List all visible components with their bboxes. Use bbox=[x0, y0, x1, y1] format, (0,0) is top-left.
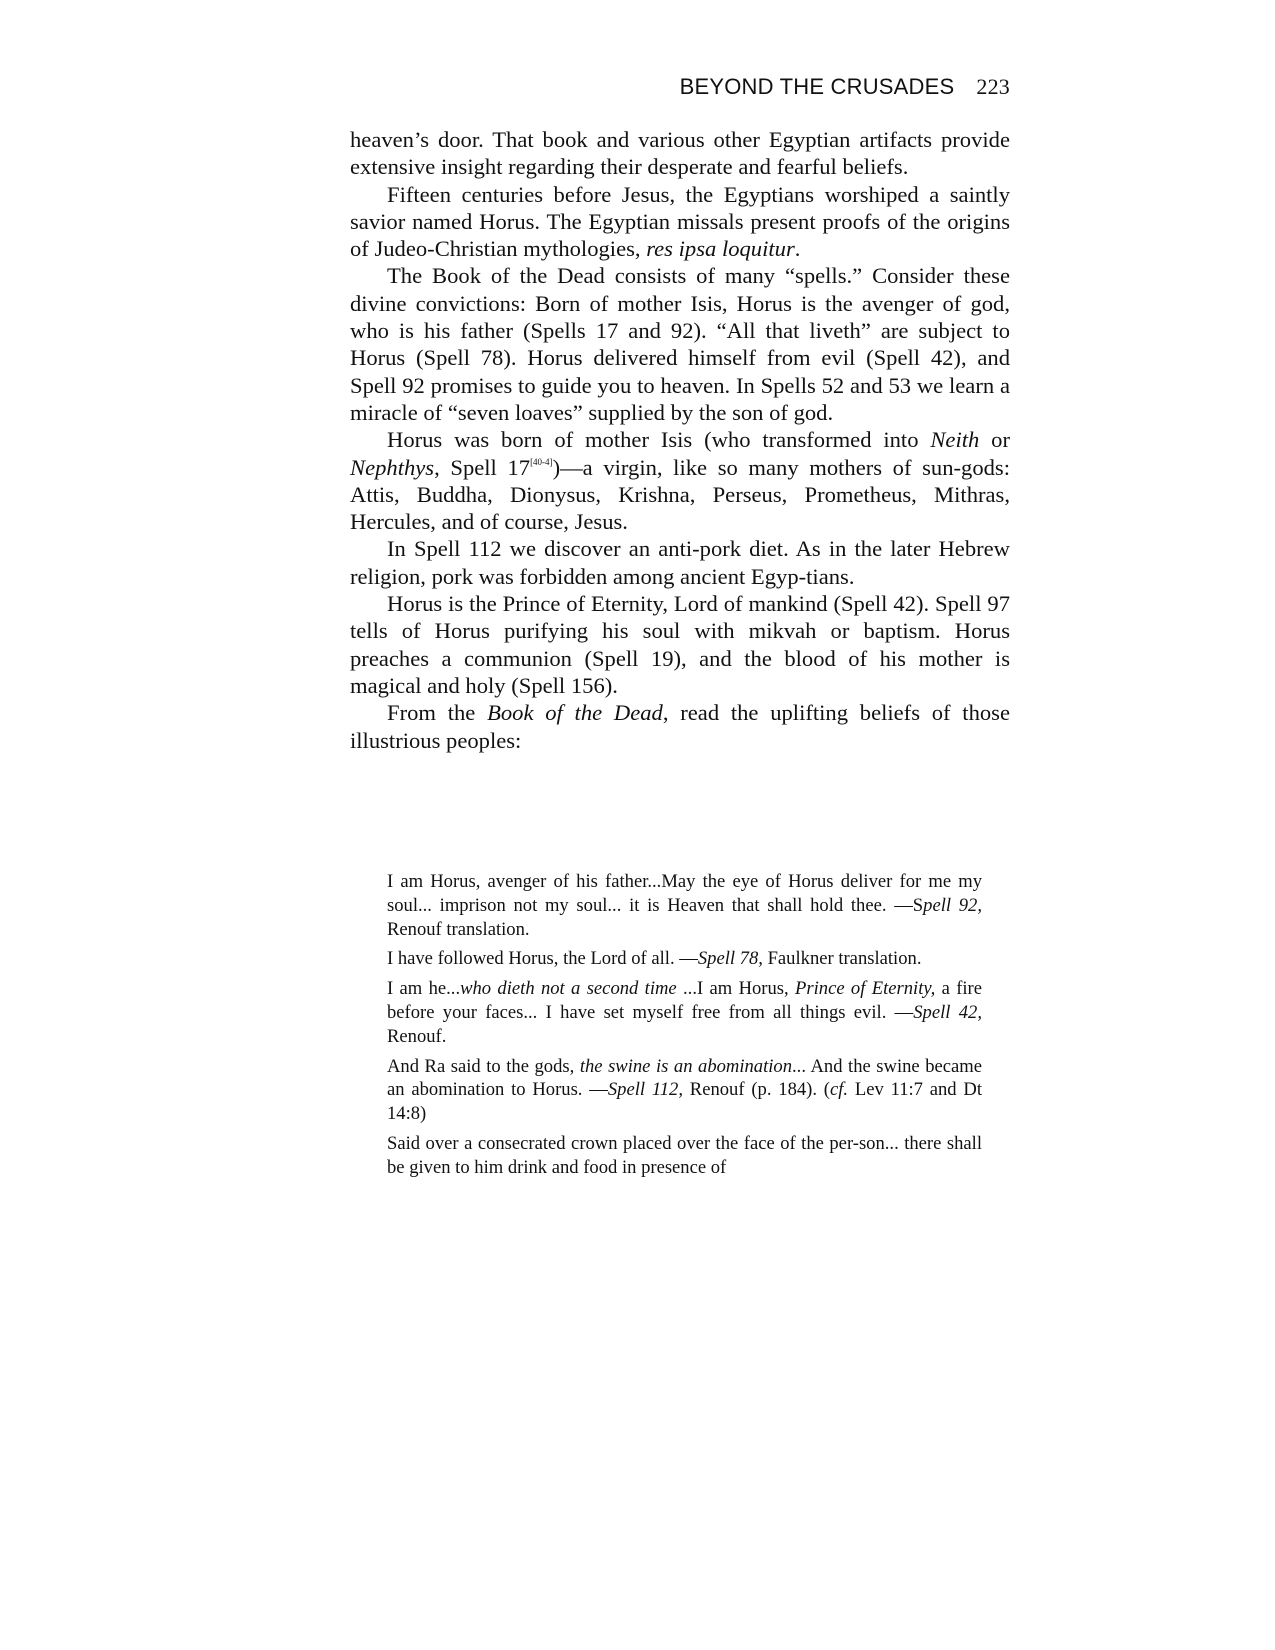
paragraph-text: Horus was born of mother Isis (who transformed into bbox=[387, 427, 931, 453]
block-quote-spell-112 bbox=[387, 1055, 982, 1126]
block-quote-spell-92 bbox=[387, 870, 982, 941]
quote-text: ...I am Horus, bbox=[676, 978, 796, 1000]
quote-text: Renouf (p. 184). ( bbox=[683, 1079, 830, 1101]
page-number: 223 bbox=[976, 74, 1010, 99]
paragraph-text: From the bbox=[387, 700, 488, 726]
quote-source: Spell 112, bbox=[607, 1079, 683, 1101]
book-title: Book of the Dead bbox=[487, 700, 663, 726]
block-quote-spell-42 bbox=[387, 977, 982, 1048]
latin-phrase: res ipsa loquitur bbox=[646, 236, 795, 262]
quote-text: And Ra said to the gods, bbox=[387, 1055, 580, 1077]
quote-italic: the swine is an abomination bbox=[579, 1055, 793, 1077]
running-title: BEYOND THE CRUSADES bbox=[679, 74, 955, 99]
quote-text: Said over a consecrated crown placed over the face of the per-son... there shall be given to him drink and food in presence of bbox=[387, 1132, 982, 1178]
quote-text: Faulkner translation. bbox=[762, 948, 922, 970]
italic-name: Neith bbox=[930, 427, 980, 453]
quote-source: Spell 78, bbox=[697, 948, 763, 970]
paragraph-spells bbox=[350, 262, 1010, 426]
quote-text: I am Horus, avenger of his father...May the eye of Horus deliver for me my soul... imprison not my soul... it is Heaven that shall hold thee. —S bbox=[387, 871, 982, 916]
paragraph-text: , read the uplifting beliefs of those illustrious peoples: bbox=[350, 700, 1010, 753]
paragraph-text: In Spell 112 we discover an anti-pork diet. As in the later Hebrew religion, pork was forbidden among ancient Egyp-tians. bbox=[350, 536, 1010, 589]
paragraph-text: or bbox=[979, 427, 1010, 453]
quote-source: pell 92, bbox=[923, 894, 982, 916]
paragraph-text: Fifteen centuries before Jesus, the Egyptians worshiped a saintly savior named Horus. The Egyptian missals present proofs of the origins of Judeo-Christian mythologies, bbox=[350, 181, 1010, 262]
italic-name: Nephthys bbox=[350, 454, 435, 480]
paragraph-quote-intro bbox=[350, 699, 1010, 754]
quote-text: ... And the swine became an abomination to Horus. — bbox=[387, 1055, 982, 1101]
paragraph-horus-savior bbox=[350, 181, 1010, 263]
quote-source: Spell 42, bbox=[913, 1001, 982, 1023]
block-quotes bbox=[387, 870, 982, 1186]
block-quote-spell-78 bbox=[387, 947, 982, 971]
quote-text: Renouf translation. bbox=[387, 918, 530, 940]
paragraph-text: )—a virgin, like so many mothers of sun-gods: Attis, Buddha, Dionysus, Krishna, Perseus, Prometheus, Mithras, Hercules, and of course, Jesus. bbox=[350, 454, 1011, 535]
block-quote-consecrated-crown bbox=[387, 1132, 982, 1180]
paragraph-text: Horus is the Prince of Eternity, Lord of mankind (Spell 42). Spell 97 tells of Horus purifying his soul with mikvah or baptism. Horus preaches a communion (Spell 19), and the blood of his mother is magical and holy (Spell 156). bbox=[350, 591, 1010, 698]
paragraph-virgin-birth bbox=[350, 426, 1010, 535]
paragraph-text: , Spell 17 bbox=[434, 454, 531, 480]
quote-text: I have followed Horus, the Lord of all. — bbox=[387, 948, 698, 970]
quote-text: a fire before your faces... I have set myself free from all things evil. — bbox=[387, 978, 982, 1023]
running-header bbox=[350, 74, 1010, 100]
quote-italic: Prince of Eternity, bbox=[795, 978, 936, 1000]
quote-italic: who dieth not a second time bbox=[460, 978, 677, 1000]
footnote-reference[interactable]: [40-4] bbox=[530, 456, 553, 467]
quote-italic: cf. bbox=[830, 1079, 849, 1101]
paragraph-anti-pork bbox=[350, 535, 1010, 590]
quote-text: Renouf. bbox=[387, 1025, 447, 1047]
quote-text: I am he... bbox=[387, 978, 461, 1000]
body-text bbox=[350, 126, 1010, 754]
paragraph-text: The Book of the Dead consists of many “spells.” Consider these divine convictions: Born of mother Isis, Horus is the avenger of god, who is his father (Spells 17 and 92). “All that liveth” are subject to Horus (Spell 78). Horus delivered himself from evil (Spell 42), and Spell 92 promises to guide you to heaven. In Spells 52 and 53 we learn a miracle of “seven loaves” supplied by the son of god. bbox=[350, 263, 1010, 425]
paragraph-continuation bbox=[350, 126, 1010, 181]
paragraph-prince-of-eternity bbox=[350, 590, 1010, 699]
paragraph-text: heaven’s door. That book and various other Egyptian artifacts provide extensive insight regarding their desperate and fearful beliefs. bbox=[350, 127, 1010, 180]
quote-text: Lev 11:7 and Dt 14:8) bbox=[387, 1079, 982, 1125]
paragraph-text: . bbox=[794, 236, 801, 262]
